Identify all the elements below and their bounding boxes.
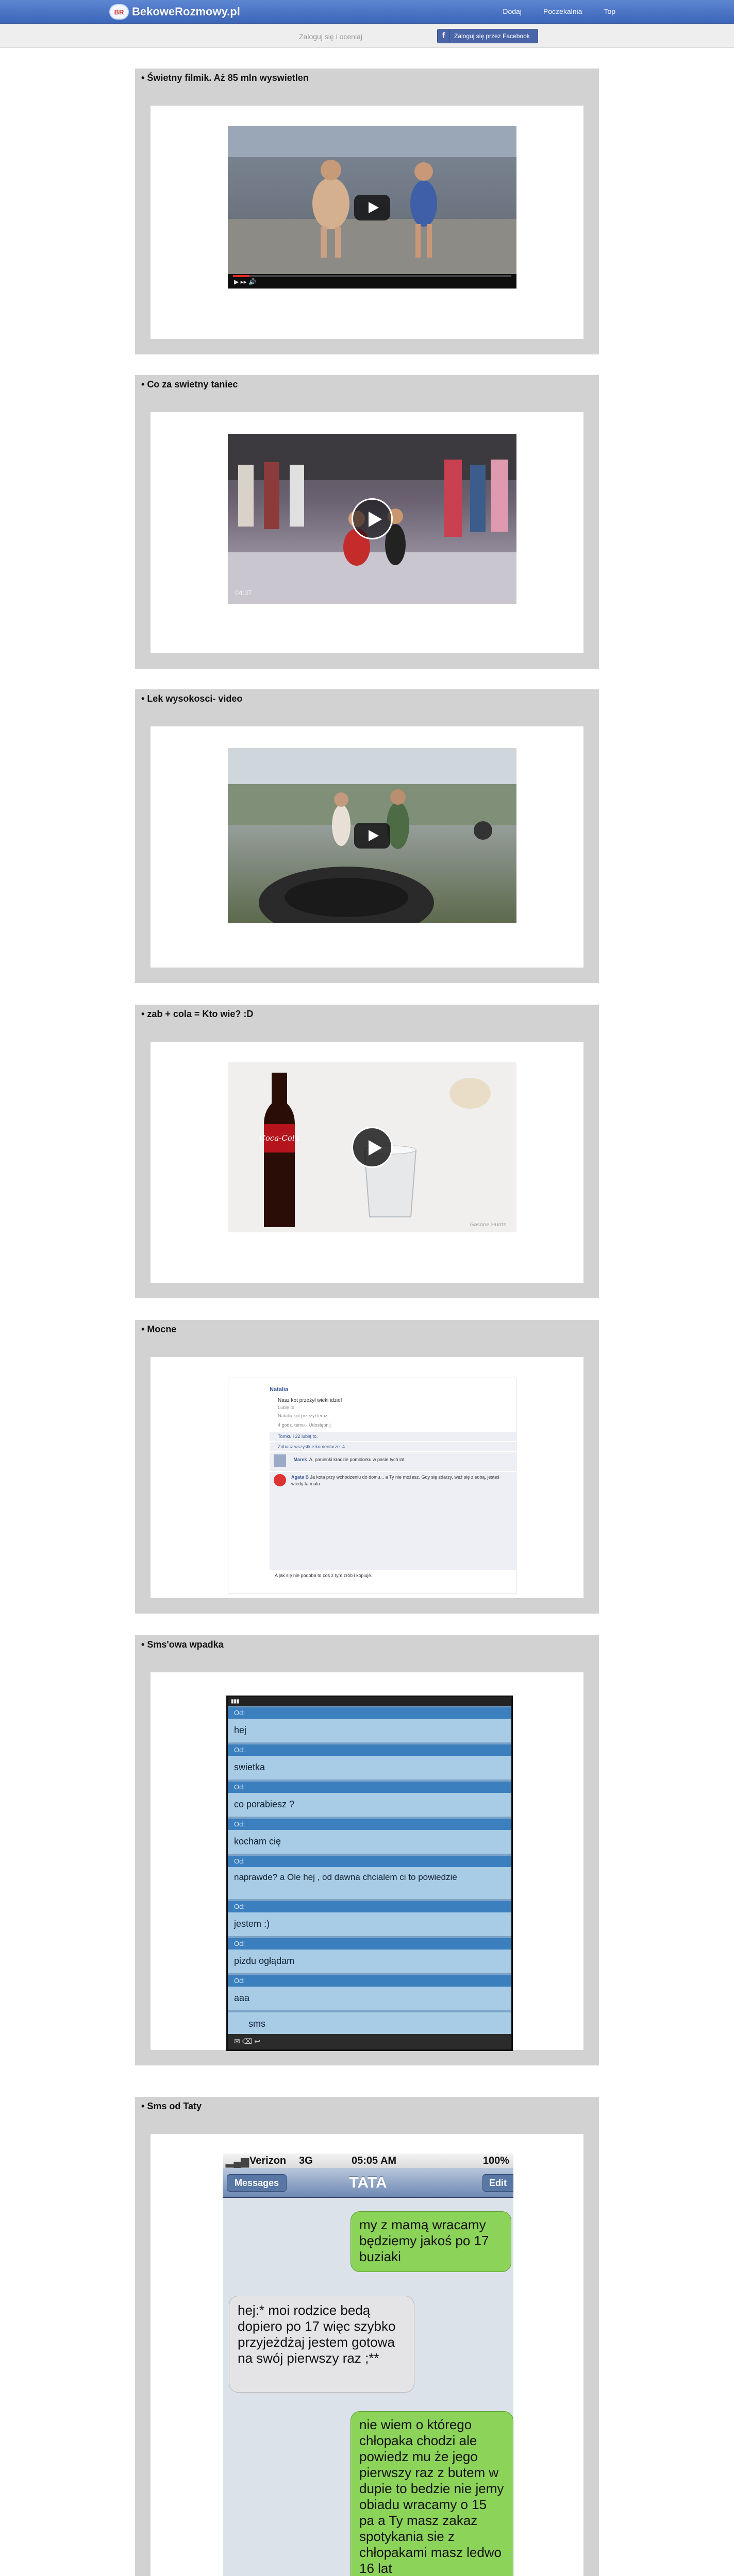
play-button-icon[interactable]	[352, 1127, 393, 1168]
edit-button[interactable]: Edit	[482, 2174, 513, 2192]
signal-icon: ▂▄▆	[226, 2156, 249, 2167]
fb-comment	[270, 1452, 516, 1471]
list-item	[228, 1707, 511, 1742]
nav-item-top[interactable]: Top	[604, 7, 615, 15]
sms-screenshot	[226, 1696, 513, 2051]
main-nav	[503, 7, 615, 15]
post-content	[151, 106, 583, 339]
message-bubble-sent: my z mamą wracamy będziemy jakoś po 17 buziaki	[351, 2211, 511, 2272]
back-button[interactable]: Messages	[227, 2174, 287, 2192]
message-bubble-received: hej:* moi rodzice bedą dopiero po 17 więc szybko przyjeżdżaj jestem gotowa na swój pierwszy raz ;**	[229, 2296, 414, 2393]
post-content	[151, 1357, 583, 1598]
facebook-icon: f	[438, 29, 450, 43]
contact-name: TATA	[349, 2174, 387, 2191]
post-title[interactable]: • Sms od Taty	[141, 2101, 202, 2112]
sms-text: hej	[228, 1719, 511, 1742]
phone-toolbar-icons: ✉ ⌫ ↩	[228, 2034, 511, 2049]
site-name: BekoweRozmowy.pl	[132, 5, 240, 18]
post-title[interactable]: • Lek wysokosci- video	[141, 693, 242, 704]
fb-post-comments-link: Zobacz wszystkie komentarze: 4	[270, 1442, 516, 1451]
message-bubble-sent: nie wiem o którego chłopaka chodzi ale powiedz mu że jego pierwszy raz z butem w dupie to bedzie nie jemy obiadu wracamy o 15 pa a Ty masz zakaz spotykania sie z chłopakami masz ledwo 16 lat	[351, 2411, 513, 2576]
list-item	[228, 2012, 511, 2035]
messages-header	[223, 2168, 513, 2198]
sms-label: Od:	[228, 1744, 511, 1756]
sms-label: Od:	[228, 1856, 511, 1867]
sms-label: Od:	[228, 1782, 511, 1793]
nav-item-dodaj[interactable]: Dodaj	[503, 7, 522, 15]
video-control-icons: ▶ ▸▸ 🔊	[234, 278, 256, 285]
battery-level: 100%	[482, 2155, 509, 2166]
sms-text: pizdu ogłądam	[228, 1950, 511, 1973]
fb-post-time: 4 godz. temu · Udostępnij	[278, 1422, 331, 1428]
fb-post-author: Natalia	[270, 1386, 289, 1393]
facebook-login-button[interactable]	[437, 29, 538, 43]
logo-badge-icon: BR	[109, 4, 129, 20]
video-player[interactable]	[228, 748, 516, 923]
login-bar	[0, 24, 734, 48]
video-duration: 04:37	[235, 589, 252, 597]
fb-post-line: Lubię to	[278, 1405, 295, 1410]
post-card	[135, 375, 599, 669]
phone-status-bar	[223, 2154, 513, 2168]
post-title[interactable]: • Sms'owa wpadka	[141, 1639, 224, 1650]
fb-comment	[270, 1472, 516, 1570]
list-item	[228, 1819, 511, 1854]
post-content	[151, 1672, 583, 2050]
video-progress[interactable]	[233, 275, 511, 277]
video-player[interactable]	[228, 1062, 516, 1232]
clock: 05:05 AM	[352, 2155, 397, 2166]
fb-comment-author: Agata B	[291, 1475, 309, 1480]
sms-label: Od:	[228, 1975, 511, 1987]
post-content	[151, 1042, 583, 1283]
list-item	[228, 1938, 511, 1973]
phone-status-bar: ▮▮▮	[228, 1697, 511, 1706]
post-card	[135, 1320, 599, 1614]
play-button-icon[interactable]	[354, 823, 390, 849]
list-item	[228, 1901, 511, 1936]
fb-comment-text: A, panienki kradzie pomidorku w pasie tych lat	[309, 1457, 405, 1462]
post-title[interactable]: • Mocne	[141, 1324, 176, 1335]
video-player[interactable]	[228, 434, 516, 604]
fb-post-line: Natalia kot przeżył teraz	[278, 1413, 328, 1418]
network-type: 3G	[299, 2155, 313, 2166]
fb-comment-author: Marek	[293, 1457, 307, 1462]
list-item	[228, 1975, 511, 2010]
post-title[interactable]: • zab + cola = Kto wie? :D	[141, 1009, 253, 1020]
post-card	[135, 1635, 599, 2065]
sms-label: Od:	[228, 1819, 511, 1830]
sms-text: naprawde? a Ole hej , od dawna chcialem ci to powiedzie	[228, 1867, 511, 1899]
nav-item-poczekalnia[interactable]: Poczekalnia	[543, 7, 582, 15]
video-player[interactable]	[228, 126, 516, 289]
video-controls[interactable]	[228, 274, 516, 289]
top-navigation-bar	[0, 0, 734, 24]
post-content	[151, 2134, 583, 2576]
sms-text: kocham cię	[228, 1830, 511, 1854]
sms-label: Od:	[228, 1707, 511, 1719]
sms-label: Od:	[228, 1938, 511, 1950]
iphone-screenshot	[223, 2154, 513, 2576]
fb-comment-text: A jak się nie podoba to coś z tym zrób i kopiuje.	[275, 1573, 373, 1578]
facebook-post-image	[228, 1378, 516, 1594]
list-item	[228, 1782, 511, 1817]
fb-post-likes: Tomku i 22 lubią to.	[270, 1432, 516, 1441]
facebook-login-label: Zaloguj się przez Facebook	[454, 32, 530, 40]
sms-text: aaa	[228, 1987, 511, 2010]
fb-comment-text: Ja kota przy wchodzeniu do domu... a Ty nie możesz. Gdy się zdarzy, weź się z sobą, jesteś wtedy ta mała.	[291, 1475, 499, 1486]
post-card	[135, 2097, 599, 2576]
fb-post-line: Nasz kot przeżył wieki idzie!	[278, 1398, 342, 1403]
post-card	[135, 1005, 599, 1298]
post-title[interactable]: • Co za swietny taniec	[141, 379, 238, 390]
list-item	[228, 1744, 511, 1780]
sms-text: jestem :)	[228, 1912, 511, 1936]
post-title[interactable]: • Świetny filmik. Aż 85 mln wyswietlen	[141, 73, 309, 83]
list-item	[228, 1856, 511, 1899]
play-button-icon[interactable]	[352, 498, 393, 539]
sms-text: co porabiesz ?	[228, 1793, 511, 1817]
post-card	[135, 689, 599, 983]
login-prompt: Zaloguj się i oceniaj	[299, 32, 362, 41]
post-content	[151, 412, 583, 653]
post-card	[135, 69, 599, 354]
sms-text: swietka	[228, 1756, 511, 1780]
play-button-icon[interactable]	[354, 195, 390, 221]
svg-text:Gasone Hunts: Gasone Hunts	[470, 1222, 506, 1228]
avatar	[274, 1454, 286, 1467]
carrier-name: Verizon	[249, 2155, 287, 2166]
post-content	[151, 726, 583, 968]
sms-text: sms	[228, 2012, 511, 2035]
avatar	[274, 1474, 286, 1486]
sms-label: Od:	[228, 1901, 511, 1912]
svg-text:Coca-Cola: Coca-Cola	[259, 1133, 299, 1143]
site-logo[interactable]	[109, 4, 240, 20]
